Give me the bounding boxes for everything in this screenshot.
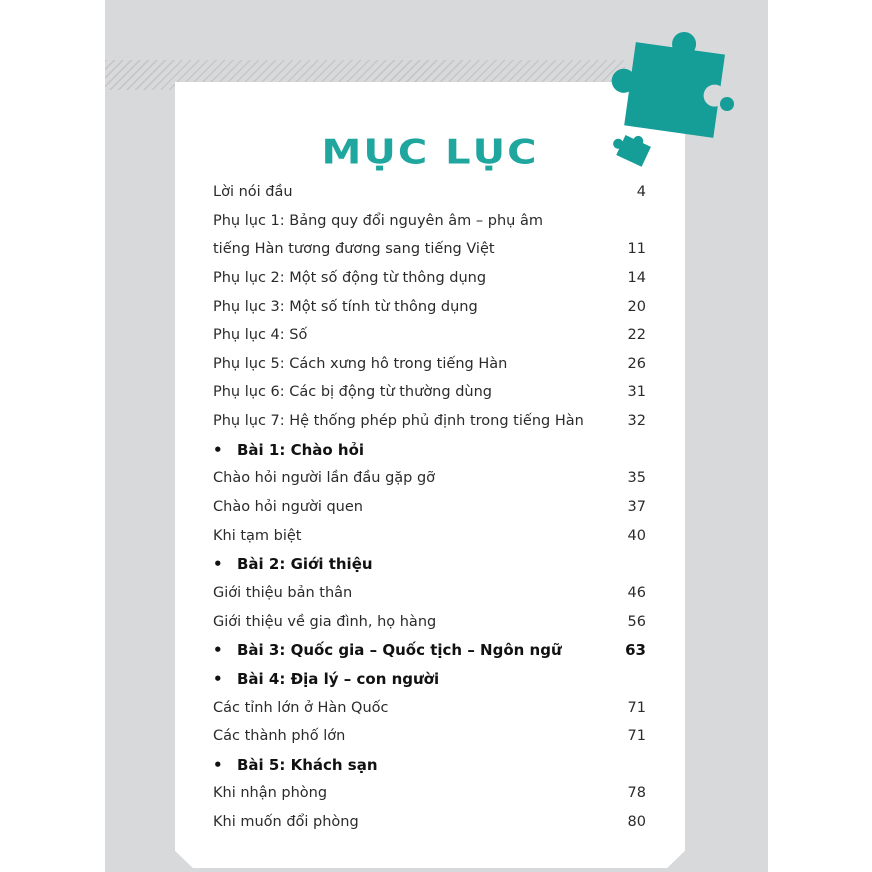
toc-entry-title <box>213 407 584 436</box>
toc-section <box>213 436 650 465</box>
toc-page-number: 56 <box>627 613 646 630</box>
toc-entry <box>213 407 650 436</box>
toc-entry-label: Chào hỏi người quen <box>213 499 363 516</box>
toc-entry-label: Phụ lục 2: Một số động từ thông dụng <box>213 269 487 286</box>
toc-entry-title <box>213 550 373 579</box>
toc-entry-label: Giới thiệu bản thân <box>213 584 353 601</box>
toc-page-number: 4 <box>636 184 646 200</box>
toc-section <box>213 636 650 665</box>
toc-entry <box>213 178 650 207</box>
toc-entry-label: Bài 2: Giới thiệu <box>237 555 373 574</box>
toc-entry-title <box>213 694 389 723</box>
toc-entry-title <box>213 436 364 465</box>
toc-entry-label: Bài 3: Quốc gia – Quốc tịch – Ngôn ngữ <box>237 641 562 660</box>
bullet-icon: • <box>213 555 223 574</box>
toc-page-number: 78 <box>627 785 646 802</box>
toc-entry-title <box>213 722 345 751</box>
toc-entry-title <box>213 178 293 207</box>
toc-entry-title <box>213 378 492 407</box>
toc-entry-title <box>213 608 436 637</box>
toc-entry <box>213 579 650 608</box>
toc-entry-label: tiếng Hàn tương đương sang tiếng Việt <box>213 241 495 258</box>
toc-page-number: 14 <box>627 269 646 286</box>
toc-page-number: 80 <box>627 814 646 831</box>
toc-page-number: 31 <box>627 384 646 401</box>
toc-entry-title <box>213 350 507 379</box>
toc-entry <box>213 207 650 236</box>
toc-entry-title <box>213 636 562 665</box>
toc-entry-label: Lời nói đầu <box>213 184 293 200</box>
toc-entry-label: Phụ lục 6: Các bị động từ thường dùng <box>213 384 492 401</box>
toc-page-number: 26 <box>627 355 646 372</box>
toc-entry-label: Khi muốn đổi phòng <box>213 814 359 831</box>
toc-entry <box>213 235 650 264</box>
toc-entry <box>213 350 650 379</box>
toc-entry-title <box>213 207 543 236</box>
toc-entry-label: Giới thiệu về gia đình, họ hàng <box>213 613 437 630</box>
toc-page-number: 22 <box>627 327 646 344</box>
toc-page-number: 63 <box>625 641 646 660</box>
toc-entry <box>213 293 650 322</box>
toc-entry-title <box>213 579 352 608</box>
toc-entry-title <box>213 522 301 551</box>
toc-entry-label: Các thành phố lớn <box>213 728 346 745</box>
toc-page-number: 37 <box>627 499 646 516</box>
toc-entry-title <box>213 808 359 837</box>
toc-page-number: 71 <box>627 728 646 745</box>
toc-entry-label: Phụ lục 7: Hệ thống phép phủ định trong tiếng Hàn <box>213 413 584 430</box>
bullet-icon: • <box>213 440 223 459</box>
toc-entry <box>213 779 650 808</box>
bullet-icon: • <box>213 669 223 688</box>
toc-page-number: 35 <box>627 470 646 487</box>
toc-entry-title <box>213 665 439 694</box>
page-title: MỤC LỤC <box>321 133 539 173</box>
toc-page-number: 46 <box>627 584 646 601</box>
toc-page-number: 71 <box>627 699 646 716</box>
toc-section <box>213 751 650 780</box>
toc-entry <box>213 522 650 551</box>
toc-entry <box>213 493 650 522</box>
toc-page-number: 20 <box>627 298 646 315</box>
toc-entry-title <box>213 293 478 322</box>
toc-entry-title <box>213 751 378 780</box>
puzzle-piece-icon <box>605 30 745 145</box>
toc-entry <box>213 378 650 407</box>
toc-entry-label: Phụ lục 3: Một số tính từ thông dụng <box>213 298 478 315</box>
toc-entry-label: Bài 1: Chào hỏi <box>237 440 365 459</box>
toc-entry-label: Phụ lục 4: Số <box>213 327 308 344</box>
toc-entry-label: Khi tạm biệt <box>213 527 302 544</box>
toc-section <box>213 665 650 694</box>
toc-entry-title <box>213 493 363 522</box>
toc-entry-title <box>213 264 486 293</box>
toc-entry <box>213 464 650 493</box>
bullet-icon: • <box>213 641 223 660</box>
toc-entry <box>213 722 650 751</box>
table-of-contents <box>213 178 650 837</box>
toc-page-number: 32 <box>627 413 646 430</box>
toc-entry-title <box>213 321 307 350</box>
toc-entry <box>213 321 650 350</box>
toc-entry-label: Bài 5: Khách sạn <box>237 755 378 774</box>
bullet-icon: • <box>213 755 223 774</box>
toc-entry <box>213 808 650 837</box>
toc-entry <box>213 264 650 293</box>
toc-entry-label: Phụ lục 1: Bảng quy đổi nguyên âm – phụ âm <box>213 212 543 229</box>
toc-entry-title <box>213 779 327 808</box>
toc-page-number: 11 <box>627 241 646 258</box>
toc-entry <box>213 694 650 723</box>
toc-page-number: 40 <box>627 527 646 544</box>
toc-entry-label: Bài 4: Địa lý – con người <box>237 669 440 688</box>
toc-entry-label: Các tỉnh lớn ở Hàn Quốc <box>213 699 389 716</box>
toc-entry-label: Khi nhận phòng <box>213 785 328 802</box>
toc-entry-label: Phụ lục 5: Cách xưng hô trong tiếng Hàn <box>213 355 508 372</box>
toc-entry-label: Chào hỏi người lần đầu gặp gỡ <box>213 470 436 487</box>
toc-section <box>213 550 650 579</box>
toc-entry-title <box>213 235 495 264</box>
toc-entry-title <box>213 464 435 493</box>
toc-entry <box>213 608 650 637</box>
